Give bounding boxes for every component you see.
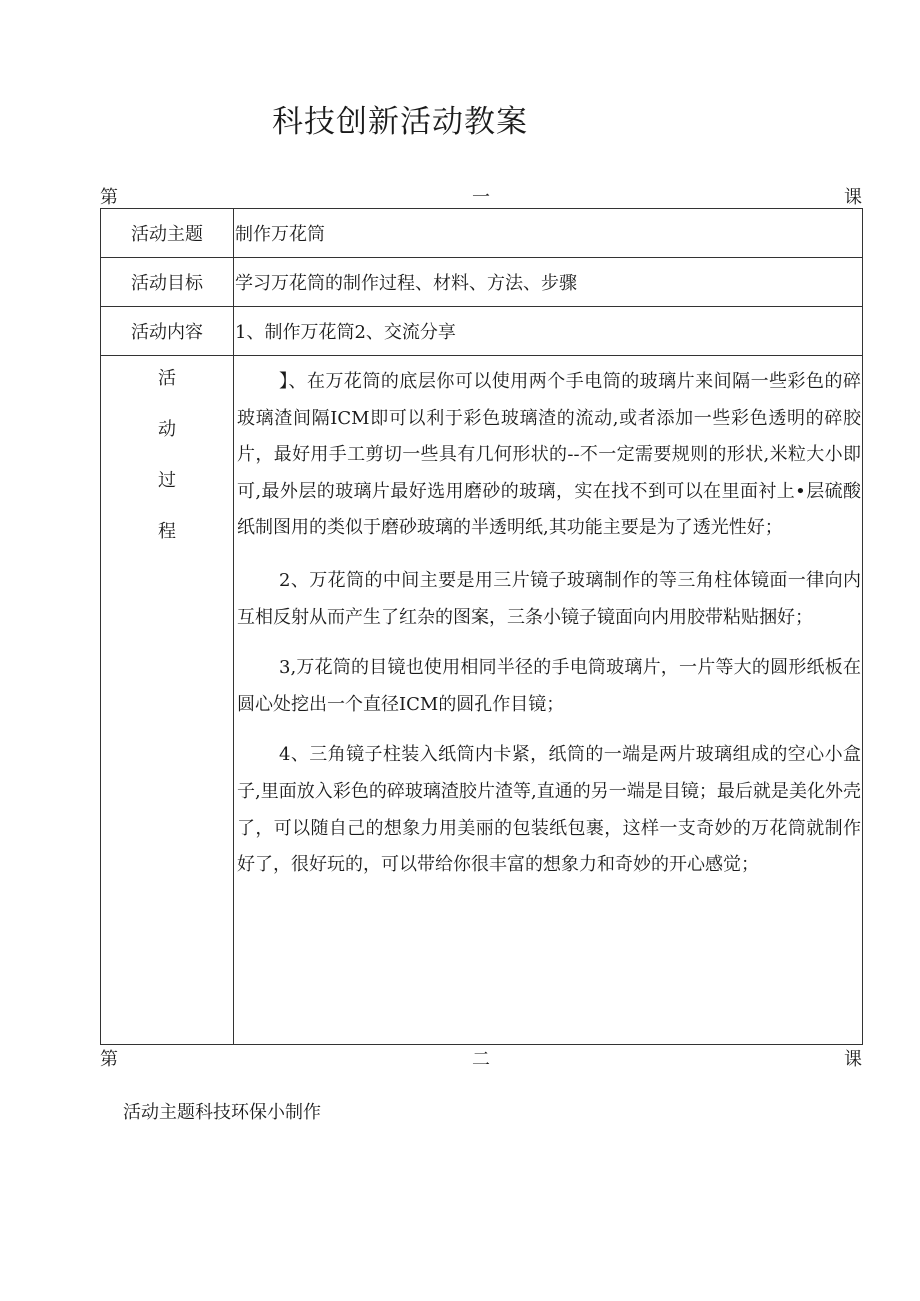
document-title: 科技创新活动教案: [272, 104, 528, 140]
content-label: 活动内容: [101, 307, 234, 356]
process-step-paragraph: 】、在万花筒的底层你可以使用两个手电筒的玻璃片来间隔一些彩色的碎玻璃渣间隔ICM即可以利于彩色玻璃渣的流动,或者添加一些彩色透明的碎胶片，最好用手工剪切一些具有几何形状的--不一定需要规则的形状,米粒大小即可,最外层的玻璃片最好选用磨砂的玻璃，实在找不到可以在里面衬上•层硫酸纸制图用的类似于磨砂玻璃的半透明纸,其功能主要是为了透光性好；: [237, 371, 861, 539]
process-text: [234, 356, 862, 884]
lesson-1-heading: [100, 183, 862, 209]
process-step-paragraph: 4、三角镜子柱装入纸筒内卡紧，纸筒的一端是两片玻璃组成的空心小盒子,里面放入彩色的碎玻璃渣胶片渣等,直通的另一端是目镜；最后就是美化外壳了，可以随自己的想象力用美丽的包装纸包裹，这样一支奇妙的万花筒就制作好了，很好玩的，可以带给你很丰富的想象力和奇妙的开心感觉；: [237, 744, 861, 876]
process-row: [101, 356, 863, 1045]
lesson-2-suffix: 课: [844, 1049, 862, 1070]
lesson-1-prefix: 第: [100, 187, 118, 208]
goal-row: [101, 258, 863, 307]
lesson-2-prefix: 第: [100, 1049, 118, 1070]
theme-label: 活动主题: [101, 209, 234, 258]
process-label: [101, 356, 233, 570]
process-label-char: 过: [158, 470, 176, 491]
lesson-1-number: 一: [472, 187, 490, 208]
lesson-plan-table: [100, 208, 863, 1045]
process-step-paragraph: 2、万花筒的中间主要是用三片镜子玻璃制作的等三角柱体镜面一律向内互相反射从而产生了红杂的图案，三条小镜子镜面向内用胶带粘贴捆好；: [237, 569, 861, 628]
lesson-1-suffix: 课: [844, 187, 862, 208]
theme-row: [101, 209, 863, 258]
process-label-char: 动: [158, 419, 176, 440]
content-value: 1、制作万花筒2、交流分享: [234, 307, 863, 356]
lesson-2-number: 二: [472, 1049, 490, 1070]
process-label-char: 程: [158, 521, 176, 542]
content-row: [101, 307, 863, 356]
process-step-paragraph: 3,万花筒的目镜也使用相同半径的手电筒玻璃片，一片等大的圆形纸板在圆心处挖出一个直径ICM的圆孔作目镜；: [237, 657, 861, 715]
lesson-2-topic: 活动主题科技环保小制作: [123, 1102, 321, 1123]
theme-value: 制作万花筒: [234, 209, 863, 258]
process-content-cell: [234, 356, 863, 1045]
goal-value: 学习万花筒的制作过程、材料、方法、步骤: [234, 258, 863, 307]
process-label-char: 活: [158, 368, 176, 389]
process-label-cell: [101, 356, 234, 1045]
goal-label: 活动目标: [101, 258, 234, 307]
lesson-2-heading: [100, 1045, 862, 1071]
